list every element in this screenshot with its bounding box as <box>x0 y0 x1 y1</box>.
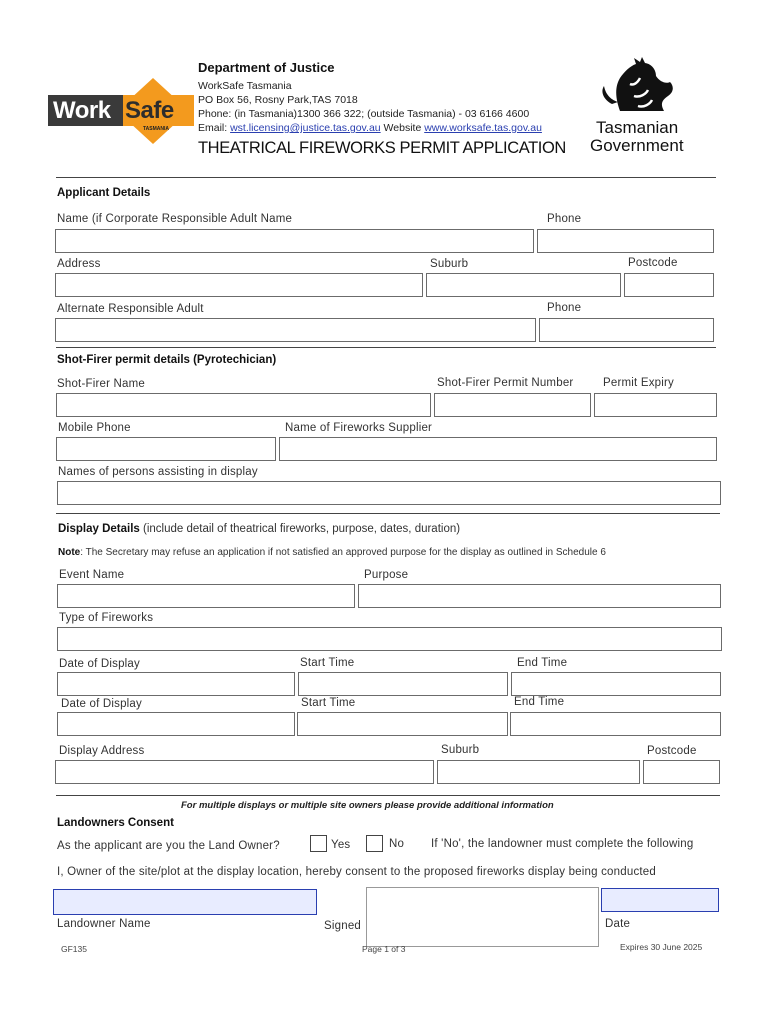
applicant-address-label: Address <box>57 258 101 270</box>
shotfirer-permit-number-field[interactable] <box>434 393 591 417</box>
start-time-2-label: Start Time <box>301 697 356 709</box>
yes-checkbox[interactable] <box>310 835 327 852</box>
date-field[interactable] <box>601 888 719 912</box>
logo-safe-text: Safe <box>125 97 174 124</box>
display-note-line <box>58 547 606 558</box>
org-phone: Phone: (in Tasmania)1300 366 322; (outside Tasmania) - 03 6166 4600 <box>198 108 530 120</box>
applicant-postcode-label: Postcode <box>628 257 678 269</box>
display-suburb-field[interactable] <box>437 760 640 784</box>
alt-adult-field[interactable] <box>55 318 536 342</box>
display-suburb-label: Suburb <box>441 744 480 756</box>
applicant-postcode-field[interactable] <box>624 273 714 297</box>
fireworks-type-field[interactable] <box>57 627 722 651</box>
display-note-text: : The Secretary may refuse an application if not satisfied an approved purpose for the display as outlined in Schedule 6 <box>80 547 606 558</box>
signature-field[interactable] <box>366 887 599 947</box>
start-time-1-label: Start Time <box>300 657 355 669</box>
shotfirer-permit-expiry-field[interactable] <box>594 393 717 417</box>
applicant-name-label: Name (if Corporate Responsible Adult Name <box>57 213 293 225</box>
no-label: No <box>389 838 405 850</box>
applicant-suburb-field[interactable] <box>426 273 621 297</box>
purpose-field[interactable] <box>358 584 721 608</box>
display-note-bold: Note <box>58 547 81 558</box>
purpose-label: Purpose <box>364 569 409 581</box>
end-time-1-label: End Time <box>517 657 568 669</box>
applicant-phone-field[interactable] <box>537 229 714 253</box>
event-name-label: Event Name <box>59 569 125 581</box>
logo-work-text: Work <box>53 97 111 124</box>
assistants-label: Names of persons assisting in display <box>58 466 258 478</box>
yes-label: Yes <box>331 839 351 851</box>
display-postcode-field[interactable] <box>643 760 720 784</box>
applicant-name-field[interactable] <box>55 229 534 253</box>
landowner-name-field[interactable] <box>53 889 317 915</box>
fireworks-type-label: Type of Fireworks <box>59 612 154 624</box>
org-contact-line <box>198 122 542 134</box>
website-link[interactable]: www.worksafe.tas.gov.au <box>424 122 542 134</box>
department-name: Department of Justice <box>198 60 335 75</box>
display-heading: Display Details <box>58 523 140 535</box>
shotfirer-divider <box>56 513 720 514</box>
page-number: Page 1 of 3 <box>362 944 406 954</box>
end-time-1-field[interactable] <box>511 672 721 696</box>
consent-statement: I, Owner of the site/plot at the display location, hereby consent to the proposed fireworks display being conducted <box>57 866 656 878</box>
website-label: Website <box>380 122 425 134</box>
display-address-field[interactable] <box>55 760 434 784</box>
start-time-1-field[interactable] <box>298 672 508 696</box>
alt-phone-label: Phone <box>547 302 582 314</box>
multiple-displays-note: For multiple displays or multiple site owners please provide additional information <box>181 800 554 811</box>
no-checkbox[interactable] <box>366 835 383 852</box>
form-code: GF135 <box>61 944 87 954</box>
date-of-display-2-field[interactable] <box>57 712 295 736</box>
landowner-name-label: Landowner Name <box>57 918 151 930</box>
date-of-display-1-field[interactable] <box>57 672 295 696</box>
shotfirer-heading: Shot-Firer permit details (Pyrotechician) <box>57 354 277 366</box>
supplier-label: Name of Fireworks Supplier <box>285 422 433 434</box>
assistants-field[interactable] <box>57 481 721 505</box>
applicant-divider <box>56 347 716 348</box>
end-time-2-field[interactable] <box>510 712 721 736</box>
start-time-2-field[interactable] <box>297 712 508 736</box>
email-link[interactable]: wst.licensing@justice.tas.gov.au <box>230 122 381 134</box>
worksafe-logo <box>47 76 197 146</box>
date-of-display-2-label: Date of Display <box>61 698 142 710</box>
if-no-text: If 'No', the landowner must complete the following <box>431 838 694 850</box>
email-label: Email: <box>198 122 231 134</box>
applicant-phone-label: Phone <box>547 213 582 225</box>
date-label: Date <box>605 918 631 930</box>
form-title: THEATRICAL FIREWORKS PERMIT APPLICATION <box>198 139 566 157</box>
date-of-display-1-label: Date of Display <box>59 658 140 670</box>
org-address: PO Box 56, Rosny Park,TAS 7018 <box>198 94 358 106</box>
display-address-label: Display Address <box>59 745 145 757</box>
applicant-suburb-label: Suburb <box>430 258 469 270</box>
landowner-question: As the applicant are you the Land Owner? <box>57 840 280 852</box>
applicant-address-field[interactable] <box>55 273 423 297</box>
applicant-heading: Applicant Details <box>57 187 151 199</box>
tasmanian-government-logo <box>590 56 700 156</box>
signed-label: Signed <box>324 920 362 932</box>
gov-line-1: Tasmanian <box>596 118 679 137</box>
mobile-phone-field[interactable] <box>56 437 276 461</box>
gov-line-2: Government <box>590 136 684 155</box>
shotfirer-permit-expiry-label: Permit Expiry <box>603 377 674 389</box>
display-divider <box>56 795 720 796</box>
header-divider <box>56 177 716 178</box>
mobile-phone-label: Mobile Phone <box>58 422 131 434</box>
display-heading-note: (include detail of theatrical fireworks, purpose, dates, duration) <box>139 523 461 535</box>
display-postcode-label: Postcode <box>647 745 697 757</box>
expiry-date: Expires 30 June 2025 <box>620 942 703 952</box>
shotfirer-permit-number-label: Shot-Firer Permit Number <box>437 377 574 389</box>
supplier-field[interactable] <box>279 437 717 461</box>
event-name-field[interactable] <box>57 584 355 608</box>
landowner-heading: Landowners Consent <box>57 817 174 829</box>
org-name: WorkSafe Tasmania <box>198 80 292 92</box>
shotfirer-name-field[interactable] <box>56 393 431 417</box>
end-time-2-label: End Time <box>514 696 565 708</box>
alt-phone-field[interactable] <box>539 318 714 342</box>
alt-adult-label: Alternate Responsible Adult <box>57 303 204 315</box>
logo-sub-text: TASMANIA <box>143 126 170 132</box>
thylacine-emblem-icon <box>590 56 700 118</box>
shotfirer-name-label: Shot-Firer Name <box>57 378 145 390</box>
display-heading-line <box>58 523 460 535</box>
